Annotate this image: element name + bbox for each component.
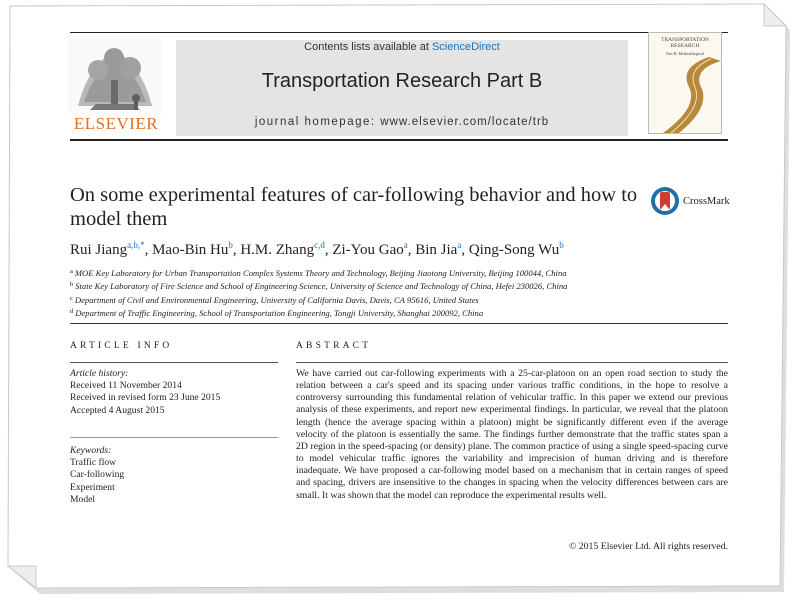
homepage-label: journal homepage: bbox=[254, 116, 381, 128]
accepted-date: Accepted 4 August 2015 bbox=[70, 404, 165, 416]
author[interactable]: Rui Jiang$^{a,b,*}$, bbox=[70, 240, 153, 258]
cover-subtitle-text: Part B: Methodological bbox=[666, 51, 704, 56]
author[interactable]: Qing-Song Wu$^b$ bbox=[468, 240, 564, 258]
header-bottom-rule bbox=[70, 139, 728, 141]
keyword: Traffic flow bbox=[70, 457, 117, 469]
keywords-block bbox=[70, 445, 280, 506]
header-top-rule bbox=[70, 32, 728, 33]
article-info-separator bbox=[70, 437, 278, 438]
journal-title: Transportation Research Part B bbox=[261, 70, 543, 92]
keyword: Car-following bbox=[70, 469, 125, 481]
author[interactable]: Bin Jia$^a$, bbox=[415, 240, 469, 258]
keyword: Experiment bbox=[70, 481, 115, 493]
author[interactable]: Mao-Bin Hu$^b$, bbox=[152, 240, 241, 258]
sciencedirect-link[interactable]: ScienceDirect bbox=[431, 41, 500, 53]
keyword: Model bbox=[70, 493, 96, 505]
abstract-text: We have carried out car-following experiments with a 25-car-platoon on an open road section to study the relation between a car's speed and its spacing under various traffic conditions, in the hope to resolve a controversy surrounding this fundamental relation of vehicular traffic. In this paper we extend our previous analysis of these experiments, and report new experimental findings. In particular, we reveal that the platoon length (hence the average spacing within a platoon) might be significantly different even if the average velocity of the platoon is essentially the same. The findings further demonstrate that the traffic states span a 2D region in the speed-spacing (or density) plane. The common practice of using a single speed-spacing curve to model vehicular traffic ignores the variability and imprecision of human driving and is therefore inadequate. We have proposed a car-following model based on a mechanism that in certain ranges of speed and spacing, drivers are insensitive to the changes in spacing when the velocity differences between cars are small. It was shown that the model can reproduce the experimental results well. bbox=[296, 368, 728, 501]
article-info-rule bbox=[70, 362, 278, 363]
affiliation: $^d$ Department of Traffic Engineering, School of Transportation Engineering, Tongji University, Shanghai 200092, China bbox=[70, 308, 484, 319]
revised-date: Received in revised form 23 June 2015 bbox=[70, 392, 221, 404]
affiliation-list bbox=[70, 266, 730, 320]
article-history bbox=[70, 368, 280, 417]
author[interactable]: Zi-You Gao$^a$, bbox=[332, 240, 416, 258]
copyright-notice: © 2015 Elsevier Ltd. All rights reserved. bbox=[568, 541, 728, 552]
contents-prefix: Contents lists available at bbox=[304, 41, 432, 53]
homepage-url-link[interactable]: www.elsevier.com/locate/trb bbox=[380, 116, 550, 128]
abstract-heading: ABSTRACT bbox=[296, 341, 372, 351]
author-list bbox=[70, 240, 710, 259]
elsevier-wordmark: ELSEVIER bbox=[73, 114, 159, 133]
affiliation: $^c$ Department of Civil and Environmental Engineering, University of California Davis, Davis, CA 95616, United States bbox=[70, 294, 479, 305]
history-label: Article history: bbox=[70, 368, 129, 379]
contents-available-line bbox=[176, 41, 628, 53]
cover-title-text: TRANSPORTATION RESEARCH bbox=[661, 37, 709, 49]
abstract-rule bbox=[296, 362, 728, 363]
received-date: Received 11 November 2014 bbox=[70, 380, 182, 392]
affiliation: $^b$ State Key Laboratory of Fire Science and School of Engineering Science, University of Science and Technology of China, Hefei 230026, China bbox=[70, 281, 568, 292]
cover-road-icon bbox=[649, 57, 721, 133]
article-info-heading: ARTICLE INFO bbox=[70, 341, 173, 351]
author[interactable]: H.M. Zhang$^{c,d}$, bbox=[240, 240, 333, 258]
section-divider bbox=[70, 323, 728, 324]
keywords-label: Keywords: bbox=[70, 445, 112, 456]
cover-title bbox=[653, 37, 717, 57]
journal-homepage-line bbox=[176, 116, 628, 128]
crossmark-icon[interactable] bbox=[650, 186, 680, 216]
affiliation: $^a$ MOE Key Laboratory for Urban Transportation Complex Systems Theory and Technology, Beijing Jiaotong University, Beijing 100044, China bbox=[70, 268, 567, 278]
journal-cover-thumbnail[interactable] bbox=[648, 32, 722, 134]
article-title: On some experimental features of car-following behavior and how to model them bbox=[70, 184, 638, 230]
crossmark-label[interactable]: CrossMark bbox=[683, 196, 730, 207]
